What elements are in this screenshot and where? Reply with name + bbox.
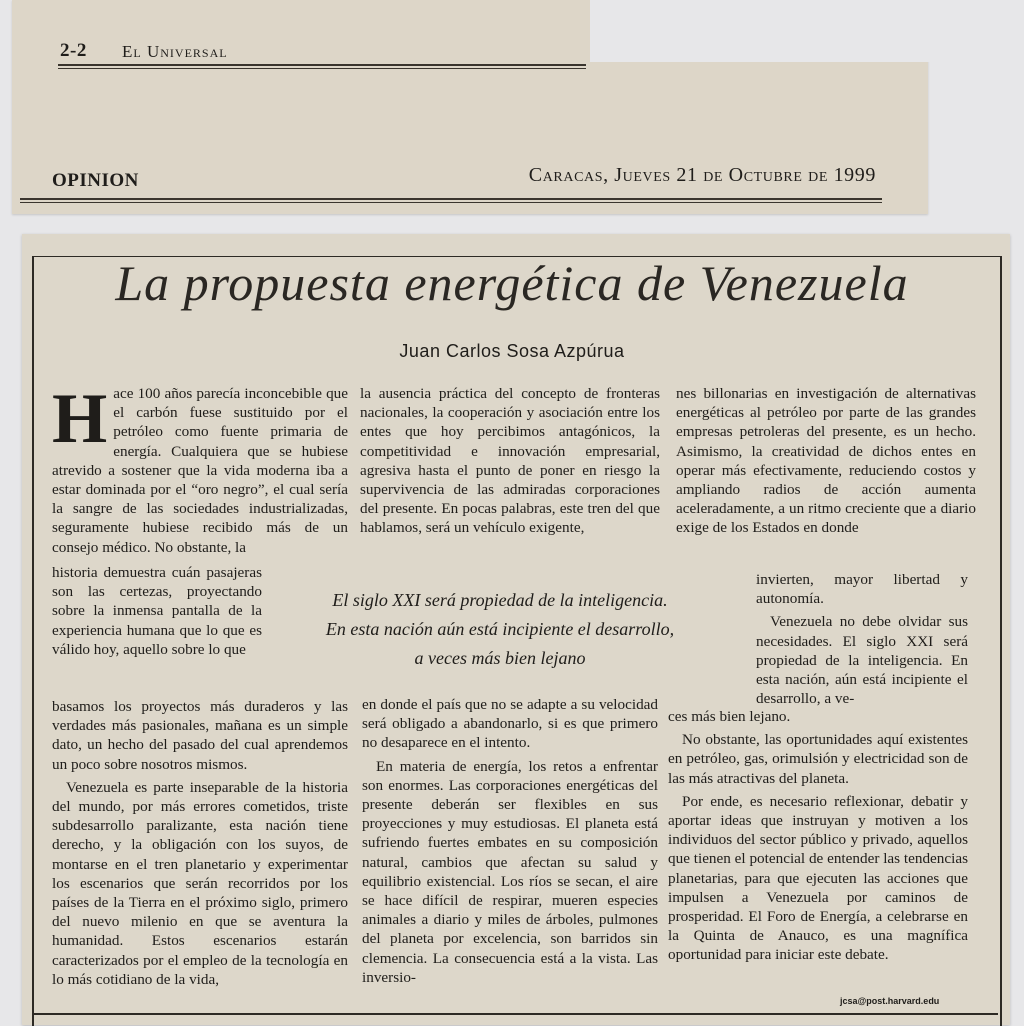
drop-cap: H xyxy=(52,380,108,458)
column-1-top xyxy=(52,380,348,561)
author-email: jcsa@post.harvard.edu xyxy=(840,996,940,1006)
column-2-bottom xyxy=(362,695,658,991)
col3-paragraph-1-start: nes billonarias en investigación de alternativas energéticas al petróleo por parte de las grandes empresas petroleras del presente, es un hecho. Asimismo, la creatividad de dichos entes en operar más efectivamente, reduciendo costos y ampliando radios de acción aumenta aceleradamente, a un ritmo creciente que a diario exige de los Estados en donde xyxy=(676,385,976,537)
masthead-rule-bottom xyxy=(20,198,882,203)
column-2-top xyxy=(360,384,660,542)
column-1-wrap xyxy=(52,563,262,663)
pull-quote xyxy=(300,586,700,673)
column-1-bottom xyxy=(52,697,348,993)
col1-paragraph-1-middle: historia demuestra cuán pasajeras son las certezas, proyectando sobre la inmensa pantalla de la experiencia humana que lo que es válido hoy, aquello sobre lo que xyxy=(52,564,262,658)
masthead-rule-top xyxy=(58,64,586,69)
col1-paragraph-1-end: basamos los proyectos más duraderos y las verdades más pasionales, mañana es un simple dato, un hecho del pasado del cual aprendemos un poco sobre nosotros mismos. xyxy=(52,698,348,773)
col3-paragraph-1-end: invierten, mayor libertad y autonomía. xyxy=(756,571,968,608)
col2-paragraph-1-start: la ausencia práctica del concepto de fronteras nacionales, la cooperación y asociación entre los entes que hoy percibimos antagónicos, la competitividad e innovación empresarial, agresiva hasta el punto de poner en riesgo la supervivencia de las admiradas corporaciones del presente. En pocas palabras, este tren del que hablamos, será un vehículo exigente, xyxy=(360,385,660,537)
page-reference: 2-2 xyxy=(60,40,87,61)
article-byline: Juan Carlos Sosa Azpúrua xyxy=(399,341,625,361)
article-bottom-rule xyxy=(32,1013,998,1015)
column-3-wrap xyxy=(756,570,968,712)
col3-paragraph-4: Por ende, es necesario reflexionar, debatir y aportar ideas que instruyan y motiven a los individuos del sector público y privado, aquellos que tienen el potencial de entender las tendencias planetarias, para que ejecuten las acciones que impulsen a Venezuela por caminos de prosperidad. El Foro de Energía, a celebrarse en la Quinta de Anauco, es una magnífica oportunidad para iniciar este debate. xyxy=(668,792,968,964)
col2-paragraph-2: En materia de energía, los retos a enfrentar son enormes. Las corporaciones energéticas del presente deberán ser flexibles en sus proyecciones y muy estudiosas. El planeta está sufriendo fuertes embates en su composición natural, cambios que afectan su salud y equilibrio existencial. Los ríos se secan, el aire se hace difícil de respirar, mueren especies animales a diario y miles de árboles, pulmones del planeta por excelencia, son barridos sin clemencia. La consecuencia está a la vista. Las inversio- xyxy=(362,757,658,986)
col3-paragraph-2-start: Venezuela no debe olvidar sus necesidades. El siglo XXI será propiedad de la inteligencia. En esta nación, aún está incipiente el desarrollo, a ve- xyxy=(756,613,968,708)
pull-quote-line-1: El siglo XXI será propiedad de la inteligencia. xyxy=(332,590,668,610)
column-3-top xyxy=(676,384,976,542)
col1-paragraph-2: Venezuela es parte inseparable de la historia del mundo, por más errores cometidos, triste subdesarrollo paralizante, esta nación tiene derecho, y la obligación con los suyos, de montarse en el tren planetario y experimentar los escenarios que serán recorridos por los países de la Tierra en el próximo siglo, primero del nuevo milenio en que se aventura la humanidad. Estos escenarios estarán caracterizados por el empleo de la tecnología en lo más cotidiano de la vida, xyxy=(52,778,348,988)
section-label: OPINION xyxy=(52,170,139,191)
col3-paragraph-3: No obstante, las oportunidades aquí existentes en petróleo, gas, orimulsión y electricidad son de las más atractivas del planeta. xyxy=(668,731,968,787)
newspaper-name: El Universal xyxy=(122,42,228,61)
col1-paragraph-1-start: ace 100 años parecía inconcebible que el carbón fuese sustituido por el petróleo como fuente primaria de energía. Cualquiera que se hubiese atrevido a sostener que la vida moderna iba a estar dominada por el “oro negro”, el cual sería la sangre de las sociedades industrializadas, seguramente hubiese recibido más de un consejo médico. No obstante, la xyxy=(52,385,348,556)
clipping-notch xyxy=(590,0,942,62)
column-3-bottom xyxy=(668,707,968,969)
col3-paragraph-2-end: ces más bien lejano. xyxy=(668,708,791,725)
col2-paragraph-1-end: en donde el país que no se adapte a su velocidad será obligado a abandonarlo, si es que primero no desaparece en el intento. xyxy=(362,696,658,752)
article-headline: La propuesta energética de Venezuela xyxy=(115,255,909,311)
dateline: Caracas, Jueves 21 de Octubre de 1999 xyxy=(528,164,876,186)
pull-quote-line-3: a veces más bien lejano xyxy=(414,648,586,668)
pull-quote-line-2: En esta nación aún está incipiente el desarrollo, xyxy=(325,619,675,639)
